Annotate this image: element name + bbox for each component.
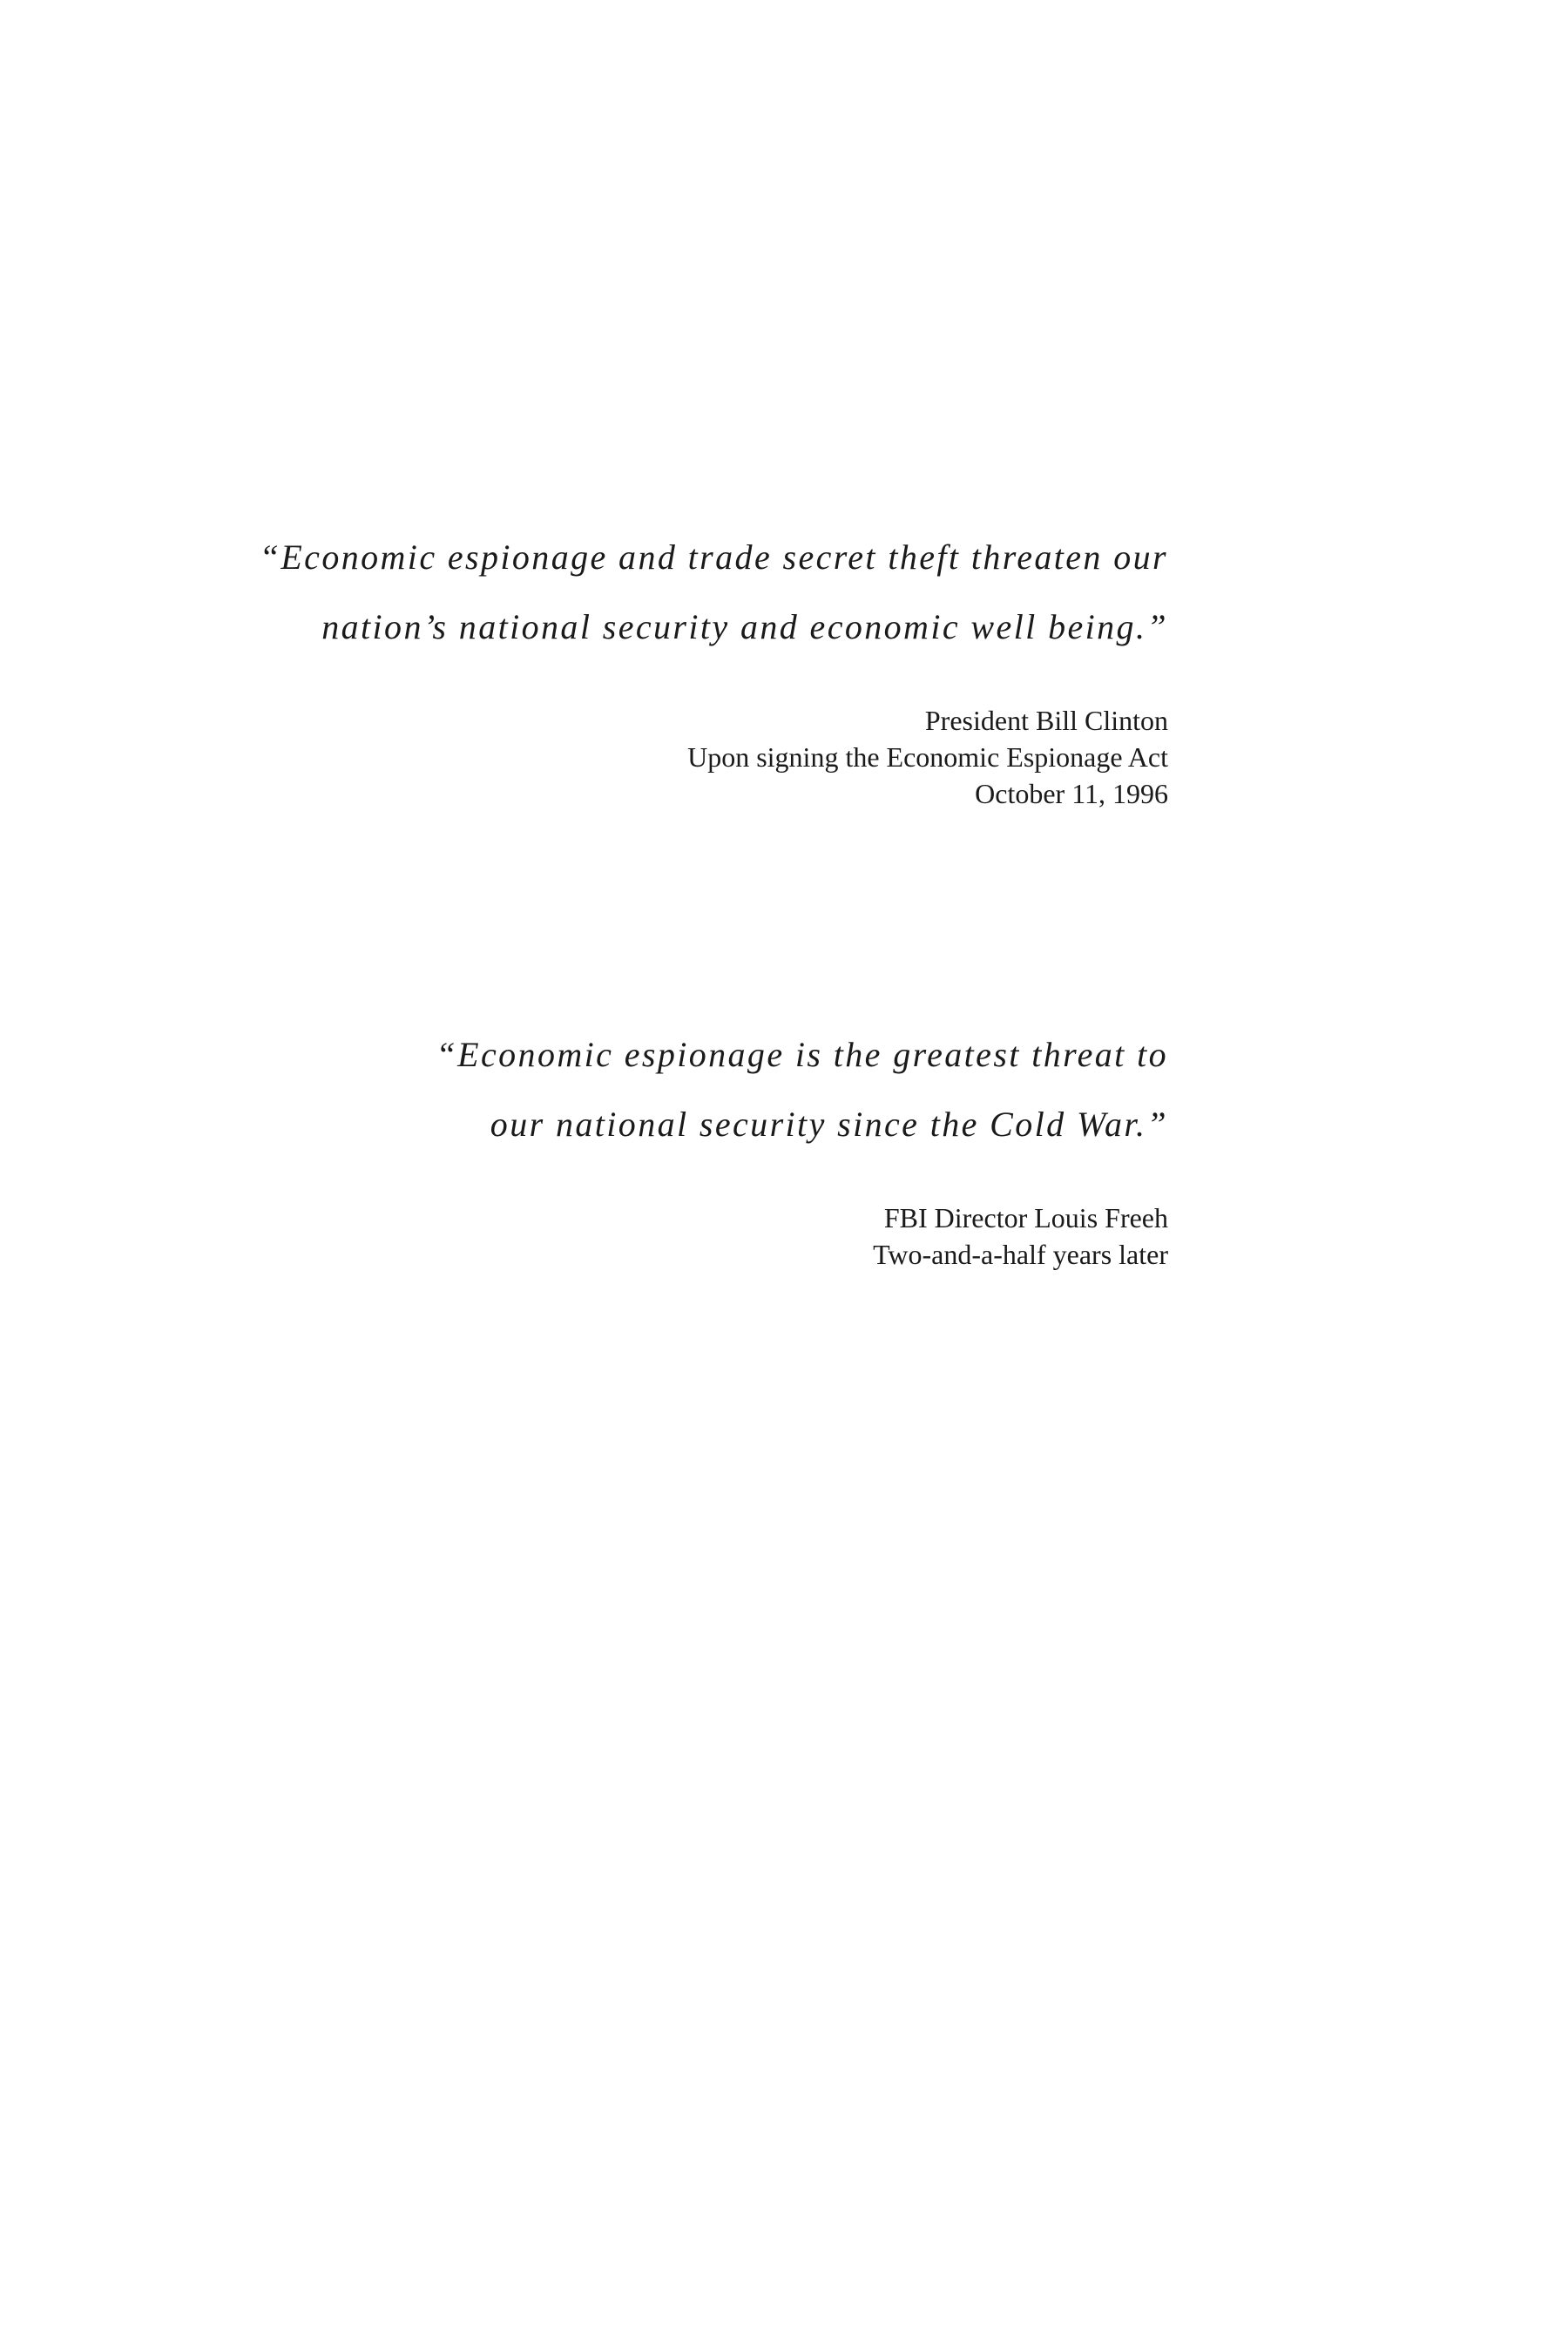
attribution-speaker: President Bill Clinton <box>924 705 1168 736</box>
attribution-context: Upon signing the Economic Espionage Act <box>687 741 1168 773</box>
attribution-context: Two-and-a-half years later <box>873 1239 1168 1270</box>
quote-line: our national security since the Cold War.” <box>490 1105 1168 1144</box>
quote-text <box>436 1020 1168 1159</box>
quote-line: “Economic espionage is the greatest threat to <box>436 1035 1168 1074</box>
epigraph-freeh <box>436 1020 1168 1273</box>
quote-attribution <box>260 702 1168 812</box>
quote-line: “Economic espionage and trade secret theft threaten our <box>259 537 1168 577</box>
quote-line: nation’s national security and economic well being.” <box>321 607 1168 646</box>
epigraph-clinton <box>260 523 1168 812</box>
quote-text <box>260 523 1168 662</box>
attribution-speaker: FBI Director Louis Freeh <box>883 1202 1168 1233</box>
attribution-date: October 11, 1996 <box>975 778 1168 809</box>
quote-attribution <box>436 1200 1168 1273</box>
